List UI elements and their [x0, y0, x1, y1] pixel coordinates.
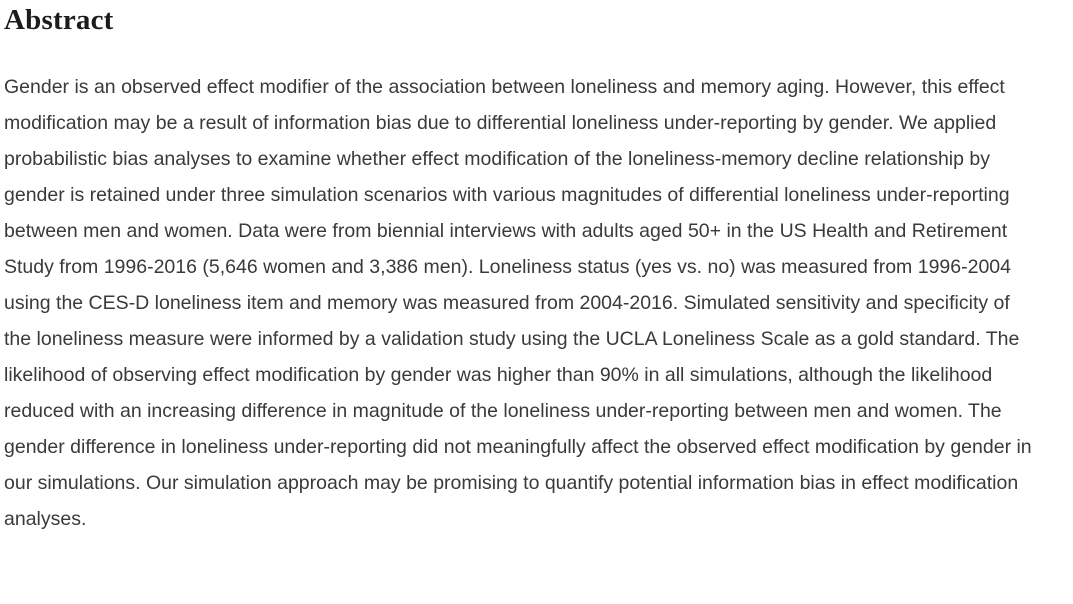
abstract-heading: Abstract — [4, 4, 114, 36]
abstract-paragraph: Gender is an observed effect modifier of the association between loneliness and memory aging. However, this effect modification may be a result of information bias due to differential loneliness under-reporting by gender. We applied probabilistic bias analyses to examine whether effect modification of the loneliness-memory decline relationship by gender is retained under three simulation scenarios with various magnitudes of differential loneliness under-reporting between men and women. Data were from biennial interviews with adults aged 50+ in the US Health and Retirement Study from 1996-2016 (5,646 women and 3,386 men). Loneliness status (yes vs. no) was measured from 1996-2004 using the CES-D loneliness item and memory was measured from 2004-2016. Simulated sensitivity and specificity of the loneliness measure were informed by a validation study using the UCLA Loneliness Scale as a gold standard. The likelihood of observing effect modification by gender was higher than 90% in all simulations, although the likelihood reduced with an increasing difference in magnitude of the loneliness under-reporting between men and women. The gender difference in loneliness under-reporting did not meaningfully affect the observed effect modification by gender in our simulations. Our simulation approach may be promising to quantify potential information bias in effect modification analyses. — [4, 76, 1032, 530]
